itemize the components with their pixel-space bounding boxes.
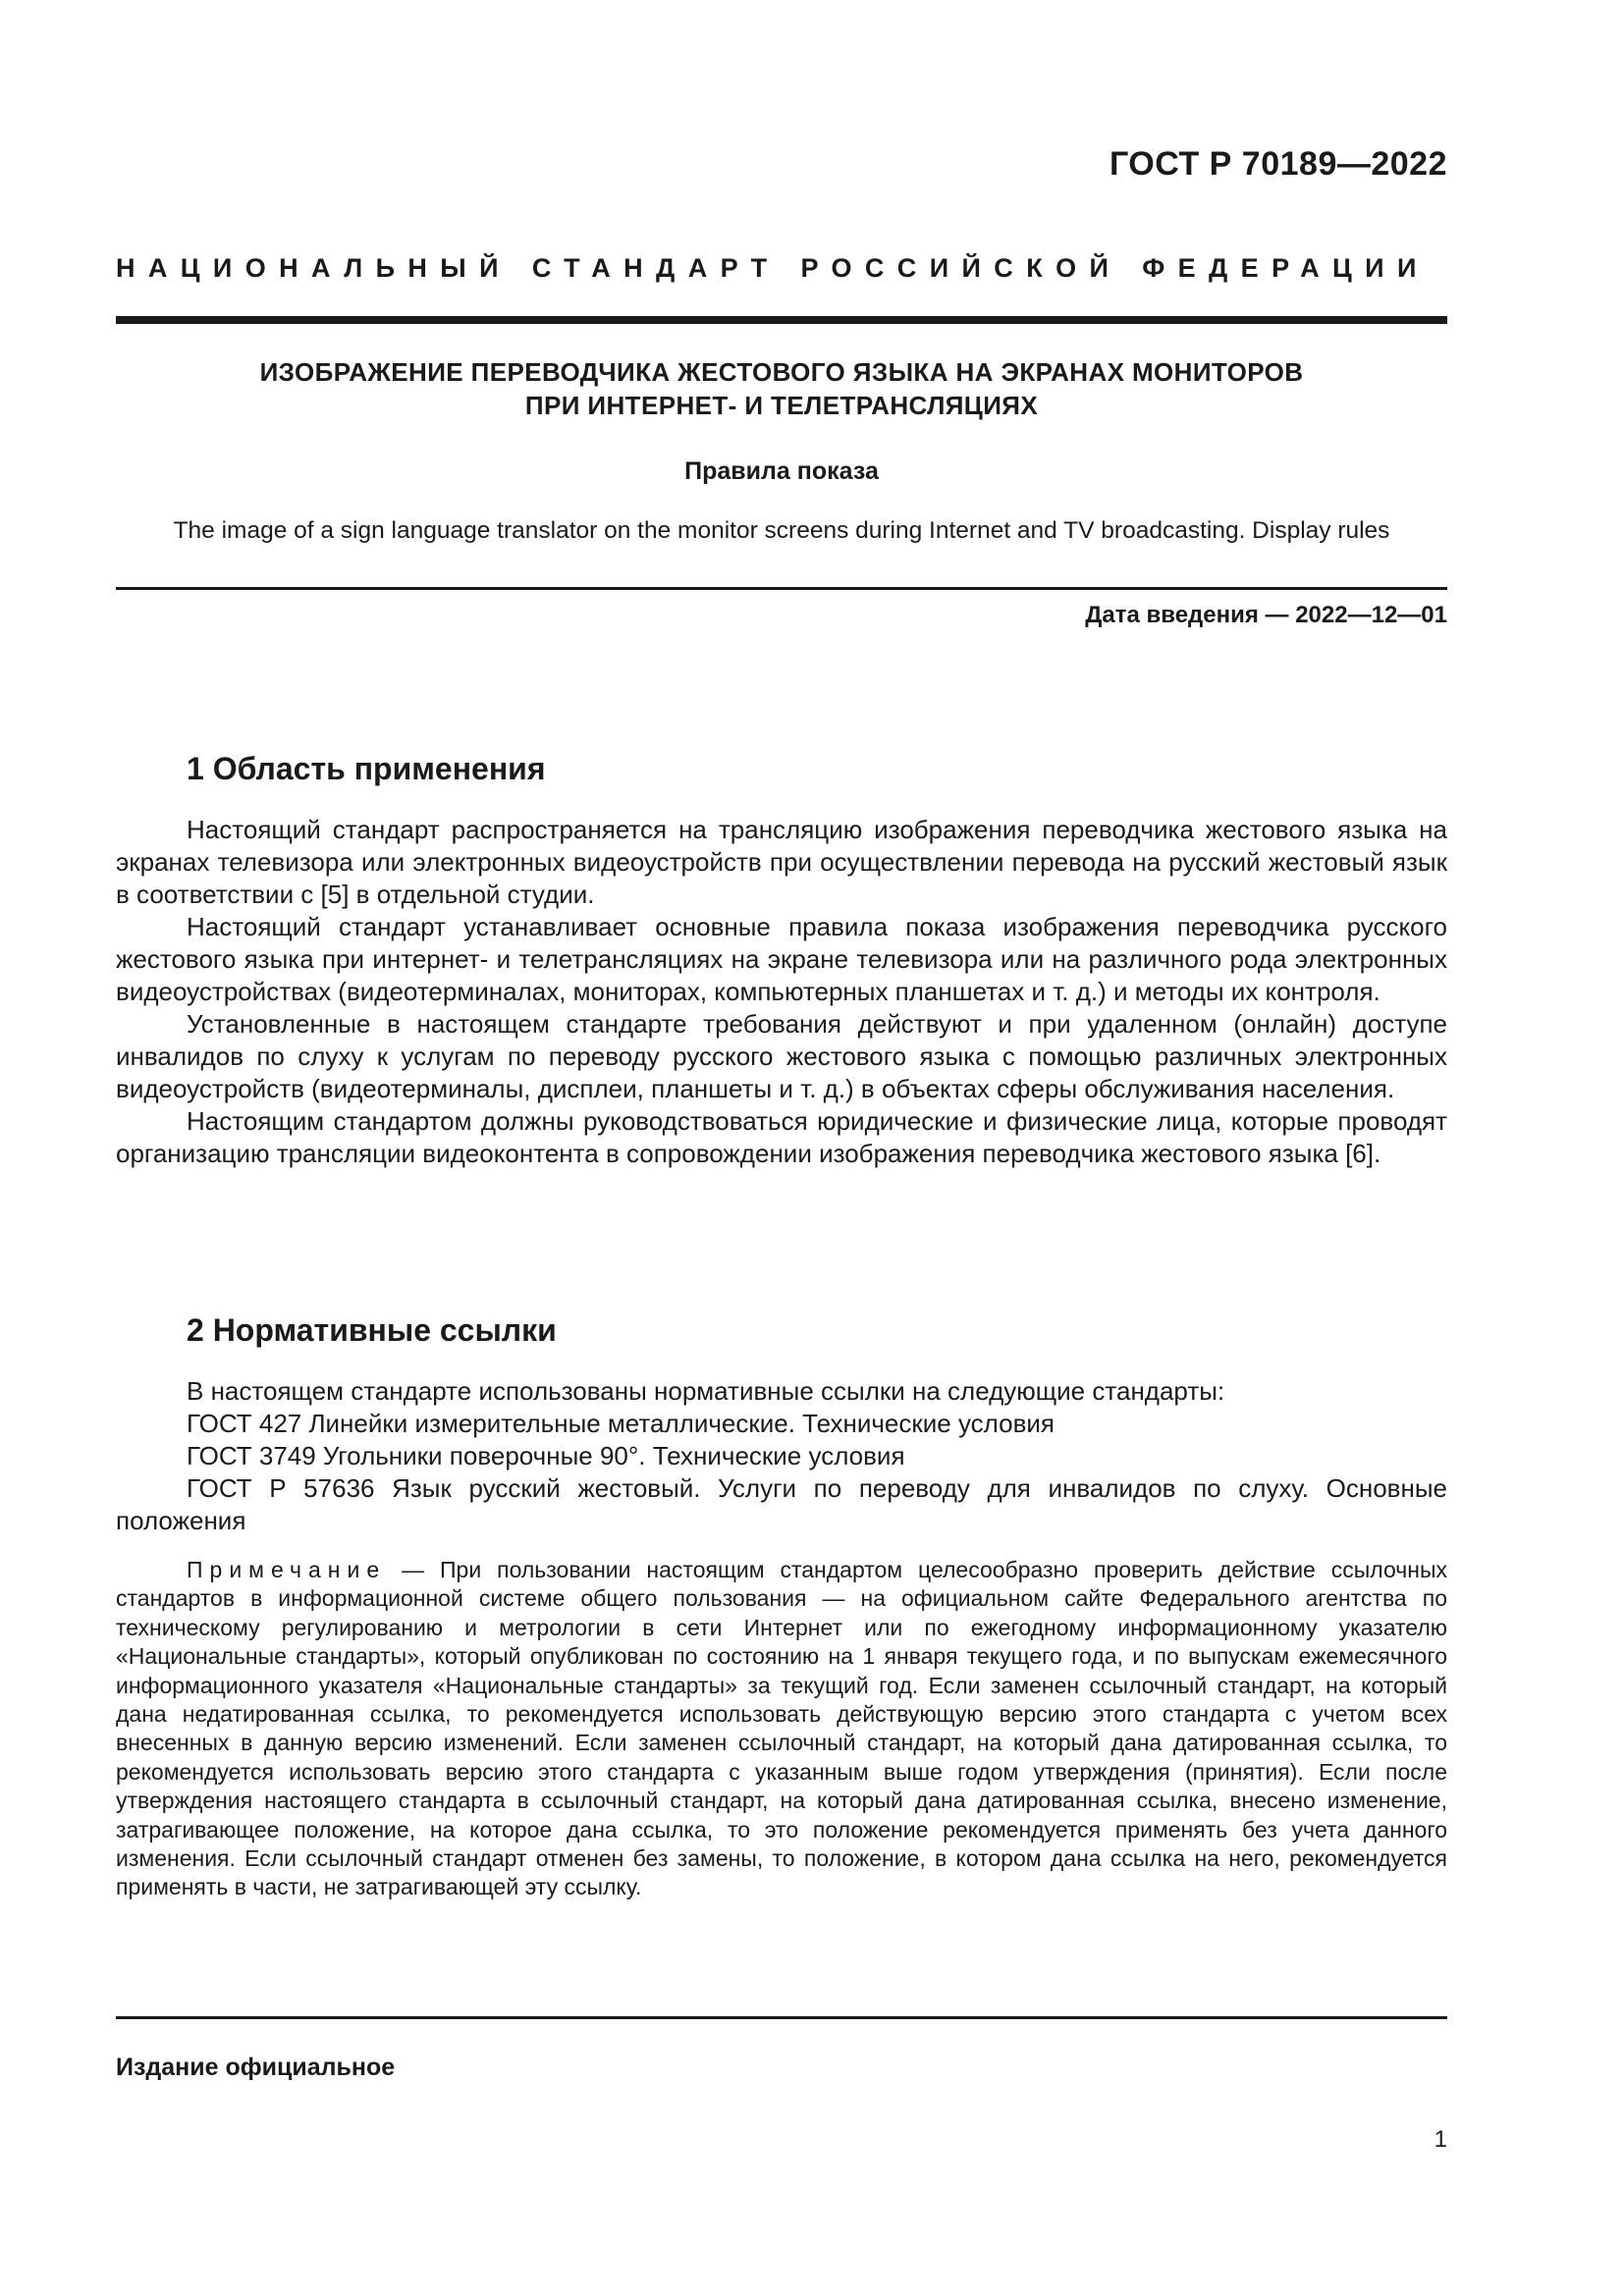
official-edition-label: Издание официальное [116, 2054, 396, 2081]
national-standard-header: НАЦИОНАЛЬНЫЙ СТАНДАРТ РОССИЙСКОЙ ФЕДЕРАЦИИ [116, 253, 1430, 283]
document-title [116, 355, 1447, 422]
note-text: — При пользовании настоящим стандартом целесообразно проверить действие ссылочных стандартов в информационной системе общего пользования — на официальном сайте Федерального агентства по техническому регулированию и метрологии в сети Интернет или по ежегодному информационному указателю «Национальные стандарты», который опубликован по состоянию на 1 января текущего года, и по выпускам ежемесячного информационного указателя «Национальные стандарты» за текущий год. Если заменен ссылочный стандарт, на который дана недатированная ссылка, то рекомендуется использовать действующую версию этого стандарта с учетом всех внесенных в данную версию изменений. Если заменен ссылочный стандарт, на который дана датированная ссылка, то рекомендуется использовать версию этого стандарта с указанным выше годом утверждения (принятия). Если после утверждения настоящего стандарта в ссылочный стандарт, на который дана датированная ссылка, внесено изменение, затрагивающее положение, на которое дана ссылка, то это положение рекомендуется применять без учета данного изменения. Если ссылочный стандарт отменен без замены, то положение, в котором дана ссылка на него, рекомендуется применять в части, не затрагивающей эту ссылку. [116, 1557, 1447, 1900]
title-line-1: ИЗОБРАЖЕНИЕ ПЕРЕВОДЧИКА ЖЕСТОВОГО ЯЗЫКА НА ЭКРАНАХ МОНИТОРОВ [259, 357, 1304, 387]
section-2-heading: 2 Нормативные ссылки [187, 1312, 557, 1348]
page-number: 1 [1434, 2126, 1447, 2153]
section-2-body [116, 1375, 1447, 1537]
footer-divider [116, 2016, 1447, 2019]
section-1-heading: 1 Область применения [187, 751, 546, 786]
title-divider [116, 587, 1447, 590]
paragraph: В настоящем стандарте использованы нормативные ссылки на следующие стандарты: [187, 1376, 1225, 1406]
paragraph: Настоящий стандарт устанавливает основные правила показа изображения переводчика русского жестового языка при интернет- и телетрансляциях на экране телевизора или на различного рода электронных видеоустройствах (видеотерминалах, мониторах, компьютерных планшетах и т. д.) и методы их контроля. [116, 912, 1447, 1006]
reference-item: ГОСТ Р 57636 Язык русский жестовый. Услуги по переводу для инвалидов по слуху. Основные положения [116, 1473, 1447, 1535]
note-label: Примечание [187, 1557, 387, 1582]
introduction-date: Дата введения — 2022—12—01 [1085, 602, 1447, 628]
title-line-2: ПРИ ИНТЕРНЕТ- И ТЕЛЕТРАНСЛЯЦИЯХ [524, 391, 1039, 420]
english-title: The image of a sign language translator on the monitor screens during Internet and TV broadcasting. Display rules [173, 517, 1390, 544]
reference-note [116, 1556, 1447, 1902]
document-subtitle: Правила показа [684, 457, 879, 485]
paragraph: Настоящий стандарт распространяется на трансляцию изображения переводчика жестового языка на экранах телевизора или электронных видеоустройств при осуществлении перевода на русский жестовый язык в соответствии с [5] в отдельной студии. [116, 815, 1447, 909]
reference-item: ГОСТ 427 Линейки измерительные металлические. Технические условия [187, 1409, 1055, 1438]
paragraph: Настоящим стандартом должны руководствоваться юридические и физические лица, которые проводят организацию трансляции видеоконтента в сопровождении изображения переводчика жестового языка [6]. [116, 1106, 1447, 1168]
standard-id: ГОСТ Р 70189—2022 [1109, 145, 1447, 183]
header-divider [116, 316, 1447, 324]
section-1-body [116, 814, 1447, 1170]
reference-item: ГОСТ 3749 Угольники поверочные 90°. Технические условия [187, 1441, 905, 1470]
paragraph: Установленные в настоящем стандарте требования действуют и при удаленном (онлайн) доступе инвалидов по слуху к услугам по переводу русского жестового языка с помощью различных электронных видеоустройств (видеотерминалы, дисплеи, планшеты и т. д.) в объектах сферы обслуживания населения. [116, 1009, 1447, 1103]
